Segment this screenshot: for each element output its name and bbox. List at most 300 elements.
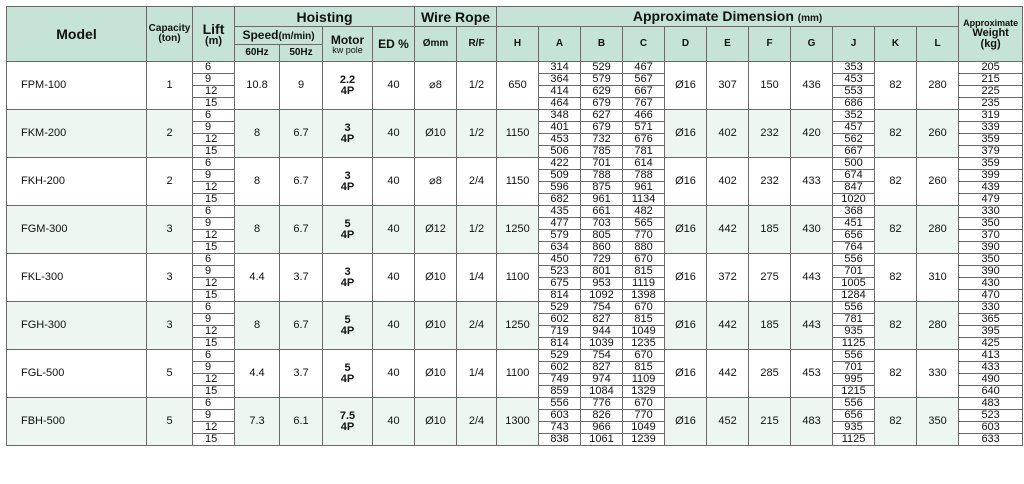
motor-kw: 5 <box>344 313 351 326</box>
lift-cell: 12 <box>193 278 235 290</box>
model-cell: FKL-300 <box>7 254 147 302</box>
capacity-cell: 5 <box>147 350 193 398</box>
weight-cell: 633 <box>959 434 1023 446</box>
dim-g-cell: 430 <box>791 206 833 254</box>
header-capacity-label: Capacity <box>148 23 191 34</box>
dim-a-cell: 506 <box>539 146 581 158</box>
header-weight <box>959 7 1023 62</box>
dim-b-cell: 860 <box>581 242 623 254</box>
dim-a-cell: 814 <box>539 338 581 350</box>
dim-c-cell: 670 <box>623 254 665 266</box>
lift-cell: 6 <box>193 158 235 170</box>
dim-h-cell: 1150 <box>497 158 539 206</box>
dim-c-cell: 815 <box>623 362 665 374</box>
capacity-cell: 1 <box>147 62 193 110</box>
dim-b-cell: 827 <box>581 314 623 326</box>
table-row <box>7 62 1023 74</box>
dim-c-cell: 670 <box>623 350 665 362</box>
motor-kw: 3 <box>344 169 351 182</box>
dim-j-cell: 781 <box>833 314 875 326</box>
header-capacity <box>147 7 193 62</box>
dim-e-cell: 442 <box>707 206 749 254</box>
table-row <box>7 254 1023 266</box>
dim-a-cell: 414 <box>539 86 581 98</box>
dim-j-cell: 368 <box>833 206 875 218</box>
lift-cell: 6 <box>193 62 235 74</box>
lift-cell: 15 <box>193 434 235 446</box>
dim-l-cell: 280 <box>917 302 959 350</box>
dim-j-cell: 1020 <box>833 194 875 206</box>
dim-j-cell: 1125 <box>833 338 875 350</box>
dim-j-cell: 701 <box>833 362 875 374</box>
dim-a-cell: 435 <box>539 206 581 218</box>
speed-60hz-cell: 10.8 <box>235 62 280 110</box>
dim-b-cell: 729 <box>581 254 623 266</box>
dim-f-cell: 215 <box>749 398 791 446</box>
dim-d-cell: Ø16 <box>665 62 707 110</box>
dim-a-cell: 814 <box>539 290 581 302</box>
motor-pole: 4P <box>340 372 355 385</box>
dim-a-cell: 348 <box>539 110 581 122</box>
speed-50hz-cell: 3.7 <box>280 350 323 398</box>
dim-j-cell: 556 <box>833 398 875 410</box>
weight-cell: 395 <box>959 326 1023 338</box>
ed-cell: 40 <box>373 254 415 302</box>
weight-cell: 330 <box>959 206 1023 218</box>
dim-g-cell: 483 <box>791 398 833 446</box>
dim-c-cell: 767 <box>623 98 665 110</box>
dim-g-cell: 453 <box>791 350 833 398</box>
dim-b-cell: 788 <box>581 170 623 182</box>
rf-cell: 1/4 <box>457 350 497 398</box>
weight-cell: 479 <box>959 194 1023 206</box>
header-motor-label: Motor <box>330 32 365 47</box>
ed-cell: 40 <box>373 302 415 350</box>
dim-e-cell: 442 <box>707 350 749 398</box>
dim-b-cell: 754 <box>581 302 623 314</box>
dim-c-cell: 1239 <box>623 434 665 446</box>
table-row <box>7 110 1023 122</box>
header-capacity-unit: (ton) <box>158 33 181 44</box>
dim-j-cell: 556 <box>833 350 875 362</box>
dim-a-cell: 401 <box>539 122 581 134</box>
ed-cell: 40 <box>373 350 415 398</box>
motor-kw: 7.5 <box>339 409 356 422</box>
dim-g-cell: 443 <box>791 302 833 350</box>
dim-g-cell: 443 <box>791 254 833 302</box>
header-dimension <box>497 7 959 27</box>
dim-f-cell: 185 <box>749 206 791 254</box>
motor-cell <box>323 62 373 110</box>
lift-cell: 12 <box>193 86 235 98</box>
spec-table <box>6 6 1023 446</box>
dim-j-cell: 1215 <box>833 386 875 398</box>
lift-cell: 9 <box>193 74 235 86</box>
dim-a-cell: 450 <box>539 254 581 266</box>
dim-b-cell: 1061 <box>581 434 623 446</box>
lift-cell: 6 <box>193 254 235 266</box>
weight-cell: 359 <box>959 158 1023 170</box>
header-dim-k: K <box>875 27 917 62</box>
lift-cell: 12 <box>193 422 235 434</box>
dim-d-cell: Ø16 <box>665 398 707 446</box>
header-rf: R/F <box>457 27 497 62</box>
table-row <box>7 398 1023 410</box>
weight-cell: 225 <box>959 86 1023 98</box>
dim-h-cell: 1150 <box>497 110 539 158</box>
dim-l-cell: 330 <box>917 350 959 398</box>
rf-cell: 1/2 <box>457 62 497 110</box>
lift-cell: 12 <box>193 134 235 146</box>
lift-cell: 9 <box>193 362 235 374</box>
capacity-cell: 3 <box>147 254 193 302</box>
motor-kw: 3 <box>344 265 351 278</box>
header-speed-label: Speed <box>242 28 279 42</box>
motor-kw: 5 <box>344 361 351 374</box>
lift-cell: 12 <box>193 326 235 338</box>
header-rope-dia: Ømm <box>415 27 457 62</box>
rf-cell: 2/4 <box>457 158 497 206</box>
motor-pole: 4P <box>340 132 355 145</box>
lift-cell: 15 <box>193 98 235 110</box>
weight-cell: 490 <box>959 374 1023 386</box>
dim-c-cell: 1134 <box>623 194 665 206</box>
dim-l-cell: 310 <box>917 254 959 302</box>
lift-cell: 12 <box>193 230 235 242</box>
ed-cell: 40 <box>373 62 415 110</box>
rope-dia-cell: Ø10 <box>415 110 457 158</box>
dim-j-cell: 995 <box>833 374 875 386</box>
dim-b-cell: 827 <box>581 362 623 374</box>
dim-c-cell: 1235 <box>623 338 665 350</box>
dim-j-cell: 935 <box>833 326 875 338</box>
weight-cell: 390 <box>959 242 1023 254</box>
dim-a-cell: 634 <box>539 242 581 254</box>
dim-c-cell: 1398 <box>623 290 665 302</box>
weight-cell: 350 <box>959 254 1023 266</box>
header-ed: ED % <box>373 27 415 62</box>
header-dim-f: F <box>749 27 791 62</box>
weight-cell: 425 <box>959 338 1023 350</box>
lift-cell: 9 <box>193 410 235 422</box>
motor-cell <box>323 398 373 446</box>
header-dimension-label: Approximate Dimension <box>632 8 794 24</box>
dim-a-cell: 602 <box>539 362 581 374</box>
motor-cell <box>323 302 373 350</box>
dim-b-cell: 966 <box>581 422 623 434</box>
dim-b-cell: 627 <box>581 110 623 122</box>
dim-c-cell: 567 <box>623 74 665 86</box>
motor-cell <box>323 254 373 302</box>
dim-b-cell: 1092 <box>581 290 623 302</box>
dim-b-cell: 579 <box>581 74 623 86</box>
weight-cell: 483 <box>959 398 1023 410</box>
dim-h-cell: 1300 <box>497 398 539 446</box>
weight-cell: 215 <box>959 74 1023 86</box>
header-dimension-unit: (mm) <box>797 13 823 24</box>
header-speed-unit: (m/min) <box>278 31 315 42</box>
lift-cell: 9 <box>193 218 235 230</box>
speed-60hz-cell: 8 <box>235 302 280 350</box>
weight-cell: 470 <box>959 290 1023 302</box>
dim-a-cell: 749 <box>539 374 581 386</box>
model-cell: FPM-100 <box>7 62 147 110</box>
header-dim-g: G <box>791 27 833 62</box>
rope-dia-cell: ⌀8 <box>415 62 457 110</box>
dim-f-cell: 232 <box>749 110 791 158</box>
motor-cell <box>323 110 373 158</box>
dim-l-cell: 280 <box>917 206 959 254</box>
motor-pole: 4P <box>340 228 355 241</box>
dim-c-cell: 781 <box>623 146 665 158</box>
dim-b-cell: 785 <box>581 146 623 158</box>
header-lift-label: Lift <box>202 20 225 37</box>
dim-a-cell: 743 <box>539 422 581 434</box>
dim-a-cell: 838 <box>539 434 581 446</box>
capacity-cell: 2 <box>147 110 193 158</box>
weight-cell: 365 <box>959 314 1023 326</box>
header-weight-line2: Weight <box>972 26 1009 39</box>
dim-c-cell: 670 <box>623 398 665 410</box>
header-hoisting: Hoisting <box>235 7 415 27</box>
lift-cell: 6 <box>193 350 235 362</box>
header-wire-rope: Wire Rope <box>415 7 497 27</box>
lift-cell: 6 <box>193 110 235 122</box>
rope-dia-cell: Ø12 <box>415 206 457 254</box>
dim-c-cell: 770 <box>623 230 665 242</box>
dim-l-cell: 260 <box>917 110 959 158</box>
dim-e-cell: 442 <box>707 302 749 350</box>
speed-50hz-cell: 6.1 <box>280 398 323 446</box>
dim-c-cell: 466 <box>623 110 665 122</box>
rope-dia-cell: Ø10 <box>415 398 457 446</box>
dim-e-cell: 307 <box>707 62 749 110</box>
dim-h-cell: 1100 <box>497 254 539 302</box>
dim-b-cell: 703 <box>581 218 623 230</box>
dim-d-cell: Ø16 <box>665 254 707 302</box>
speed-60hz-cell: 7.3 <box>235 398 280 446</box>
header-lift-unit: (m) <box>204 34 223 47</box>
dim-l-cell: 280 <box>917 62 959 110</box>
dim-e-cell: 402 <box>707 158 749 206</box>
motor-pole: 4P <box>340 180 355 193</box>
dim-b-cell: 944 <box>581 326 623 338</box>
header-motor-unit: kw pole <box>332 44 363 55</box>
lift-cell: 6 <box>193 302 235 314</box>
dim-b-cell: 679 <box>581 122 623 134</box>
dim-a-cell: 464 <box>539 98 581 110</box>
weight-cell: 370 <box>959 230 1023 242</box>
lift-cell: 12 <box>193 374 235 386</box>
dim-f-cell: 150 <box>749 62 791 110</box>
dim-j-cell: 701 <box>833 266 875 278</box>
dim-a-cell: 477 <box>539 218 581 230</box>
dim-b-cell: 805 <box>581 230 623 242</box>
dim-h-cell: 1250 <box>497 302 539 350</box>
motor-pole: 4P <box>340 420 355 433</box>
dim-l-cell: 350 <box>917 398 959 446</box>
speed-50hz-cell: 3.7 <box>280 254 323 302</box>
lift-cell: 12 <box>193 182 235 194</box>
model-cell: FKH-200 <box>7 158 147 206</box>
capacity-cell: 5 <box>147 398 193 446</box>
dim-j-cell: 935 <box>833 422 875 434</box>
header-dim-d: D <box>665 27 707 62</box>
capacity-cell: 3 <box>147 302 193 350</box>
dim-j-cell: 667 <box>833 146 875 158</box>
table-body <box>7 62 1023 446</box>
speed-50hz-cell: 6.7 <box>280 206 323 254</box>
motor-pole: 4P <box>340 276 355 289</box>
dim-a-cell: 579 <box>539 230 581 242</box>
dim-g-cell: 436 <box>791 62 833 110</box>
dim-j-cell: 1005 <box>833 278 875 290</box>
weight-cell: 390 <box>959 266 1023 278</box>
dim-c-cell: 961 <box>623 182 665 194</box>
motor-kw: 2.2 <box>339 73 356 86</box>
dim-d-cell: Ø16 <box>665 158 707 206</box>
dim-c-cell: 880 <box>623 242 665 254</box>
dim-a-cell: 602 <box>539 314 581 326</box>
dim-k-cell: 82 <box>875 110 917 158</box>
dim-a-cell: 603 <box>539 410 581 422</box>
header-dim-j: J <box>833 27 875 62</box>
dim-c-cell: 482 <box>623 206 665 218</box>
table-row <box>7 158 1023 170</box>
motor-kw: 3 <box>344 121 351 134</box>
dim-a-cell: 529 <box>539 350 581 362</box>
header-50hz: 50Hz <box>280 45 323 62</box>
dim-b-cell: 661 <box>581 206 623 218</box>
lift-cell: 9 <box>193 122 235 134</box>
dim-b-cell: 801 <box>581 266 623 278</box>
model-cell: FBH-500 <box>7 398 147 446</box>
dim-h-cell: 650 <box>497 62 539 110</box>
dim-k-cell: 82 <box>875 254 917 302</box>
header-dim-a: A <box>539 27 581 62</box>
motor-cell <box>323 206 373 254</box>
lift-cell: 15 <box>193 290 235 302</box>
dim-e-cell: 402 <box>707 110 749 158</box>
dim-c-cell: 667 <box>623 86 665 98</box>
motor-kw: 5 <box>344 217 351 230</box>
motor-cell <box>323 350 373 398</box>
header-dim-h: H <box>497 27 539 62</box>
dim-b-cell: 732 <box>581 134 623 146</box>
dim-k-cell: 82 <box>875 350 917 398</box>
dim-a-cell: 523 <box>539 266 581 278</box>
ed-cell: 40 <box>373 206 415 254</box>
dim-a-cell: 859 <box>539 386 581 398</box>
dim-e-cell: 452 <box>707 398 749 446</box>
lift-cell: 6 <box>193 398 235 410</box>
dim-j-cell: 556 <box>833 254 875 266</box>
header-dim-b: B <box>581 27 623 62</box>
dim-k-cell: 82 <box>875 302 917 350</box>
dim-a-cell: 509 <box>539 170 581 182</box>
lift-cell: 15 <box>193 194 235 206</box>
table-header <box>7 7 1023 62</box>
lift-cell: 6 <box>193 206 235 218</box>
dim-j-cell: 1125 <box>833 434 875 446</box>
table-row <box>7 302 1023 314</box>
weight-cell: 359 <box>959 134 1023 146</box>
dim-h-cell: 1100 <box>497 350 539 398</box>
dim-j-cell: 457 <box>833 122 875 134</box>
dim-c-cell: 1049 <box>623 422 665 434</box>
dim-b-cell: 754 <box>581 350 623 362</box>
weight-cell: 430 <box>959 278 1023 290</box>
dim-b-cell: 1039 <box>581 338 623 350</box>
rf-cell: 2/4 <box>457 302 497 350</box>
dim-c-cell: 467 <box>623 62 665 74</box>
weight-cell: 399 <box>959 170 1023 182</box>
rope-dia-cell: Ø10 <box>415 350 457 398</box>
weight-cell: 523 <box>959 410 1023 422</box>
weight-cell: 433 <box>959 362 1023 374</box>
model-cell: FKM-200 <box>7 110 147 158</box>
weight-cell: 205 <box>959 62 1023 74</box>
dim-a-cell: 364 <box>539 74 581 86</box>
dim-f-cell: 232 <box>749 158 791 206</box>
rope-dia-cell: Ø10 <box>415 302 457 350</box>
weight-cell: 640 <box>959 386 1023 398</box>
dim-k-cell: 82 <box>875 62 917 110</box>
dim-a-cell: 453 <box>539 134 581 146</box>
dim-k-cell: 82 <box>875 398 917 446</box>
ed-cell: 40 <box>373 110 415 158</box>
rf-cell: 2/4 <box>457 398 497 446</box>
header-dim-e: E <box>707 27 749 62</box>
dim-c-cell: 788 <box>623 170 665 182</box>
header-60hz: 60Hz <box>235 45 280 62</box>
dim-a-cell: 422 <box>539 158 581 170</box>
dim-j-cell: 451 <box>833 218 875 230</box>
dim-j-cell: 1284 <box>833 290 875 302</box>
dim-j-cell: 562 <box>833 134 875 146</box>
header-weight-line1: Approximate <box>963 17 1019 28</box>
dim-j-cell: 352 <box>833 110 875 122</box>
dim-a-cell: 596 <box>539 182 581 194</box>
dim-a-cell: 556 <box>539 398 581 410</box>
dim-j-cell: 686 <box>833 98 875 110</box>
dim-j-cell: 453 <box>833 74 875 86</box>
motor-cell <box>323 158 373 206</box>
lift-cell: 9 <box>193 314 235 326</box>
speed-60hz-cell: 8 <box>235 206 280 254</box>
rf-cell: 1/4 <box>457 254 497 302</box>
lift-cell: 9 <box>193 266 235 278</box>
lift-cell: 9 <box>193 170 235 182</box>
weight-cell: 339 <box>959 122 1023 134</box>
lift-cell: 15 <box>193 386 235 398</box>
speed-50hz-cell: 9 <box>280 62 323 110</box>
model-cell: FGL-500 <box>7 350 147 398</box>
dim-a-cell: 314 <box>539 62 581 74</box>
dim-f-cell: 185 <box>749 302 791 350</box>
dim-b-cell: 953 <box>581 278 623 290</box>
weight-cell: 413 <box>959 350 1023 362</box>
weight-cell: 350 <box>959 218 1023 230</box>
dim-j-cell: 656 <box>833 230 875 242</box>
dim-b-cell: 826 <box>581 410 623 422</box>
dim-b-cell: 701 <box>581 158 623 170</box>
dim-f-cell: 285 <box>749 350 791 398</box>
dim-k-cell: 82 <box>875 206 917 254</box>
dim-c-cell: 815 <box>623 266 665 278</box>
dim-c-cell: 1329 <box>623 386 665 398</box>
dim-g-cell: 433 <box>791 158 833 206</box>
